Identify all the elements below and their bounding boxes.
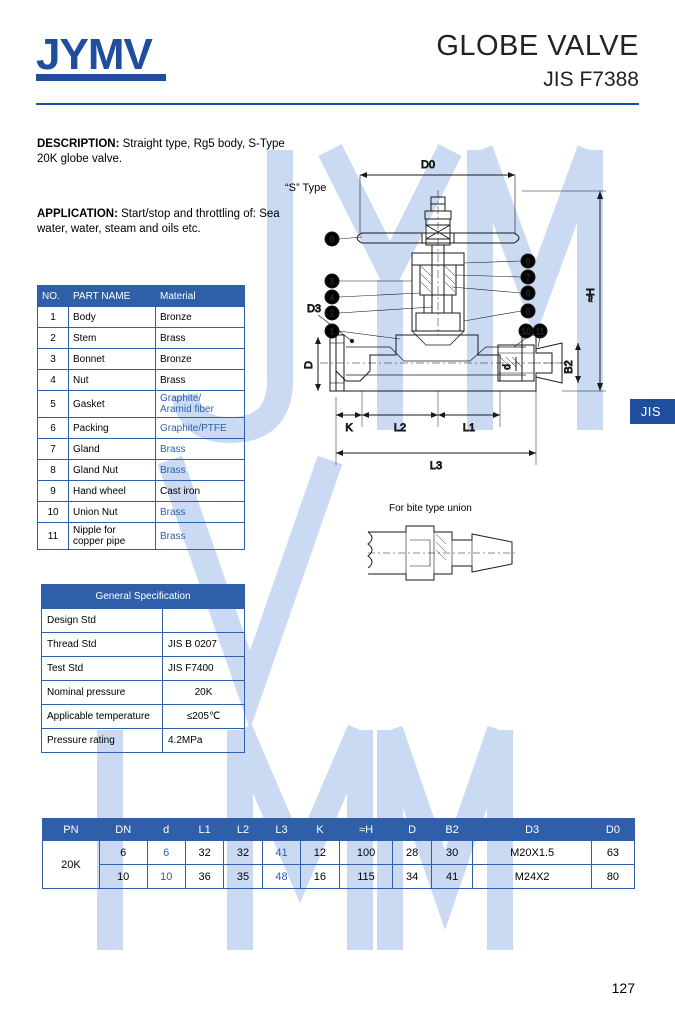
description-block (37, 137, 297, 167)
table-row (38, 481, 245, 502)
dimension-cell-dn: 6 (99, 841, 147, 865)
dimension-cell-d0: 63 (591, 841, 634, 865)
parts-table-body (38, 307, 245, 550)
logo-text: JYMV (36, 30, 152, 79)
table-row (42, 729, 245, 753)
svg-text:1: 1 (329, 326, 335, 337)
spec-key: Applicable temperature (42, 705, 163, 729)
application-block (37, 207, 307, 237)
general-spec-body (42, 609, 245, 753)
dimension-cell-b2: 41 (431, 865, 473, 889)
spec-value: JIS B 0207 (163, 633, 245, 657)
part-name: Gland (69, 439, 156, 460)
parts-table (37, 285, 245, 550)
svg-text:3: 3 (329, 276, 335, 287)
description-label: DESCRIPTION: (37, 138, 120, 150)
part-name: Bonnet (69, 349, 156, 370)
company-logo (36, 30, 166, 81)
spec-value (163, 609, 245, 633)
spec-key: Design Std (42, 609, 163, 633)
bite-union-drawing (360, 518, 520, 588)
dimension-cell-l2: 35 (224, 865, 262, 889)
dimension-table-body (43, 841, 635, 889)
part-name: Nut (69, 370, 156, 391)
table-row (38, 328, 245, 349)
dimension-cell-l1: 36 (185, 865, 223, 889)
part-no: 6 (38, 418, 69, 439)
spec-key: Thread Std (42, 633, 163, 657)
part-no: 10 (38, 502, 69, 523)
dimension-header-dn: DN (99, 819, 147, 841)
description-text: Straight type, Rg5 body, S-Type 20K globe valve. (37, 138, 285, 165)
svg-text:L2: L2 (393, 422, 407, 434)
spec-value: ≤205℃ (163, 705, 245, 729)
table-row (38, 460, 245, 481)
table-row (42, 657, 245, 681)
svg-text:9: 9 (329, 234, 335, 245)
table-row (38, 439, 245, 460)
part-name: Union Nut (69, 502, 156, 523)
part-name: Gasket (69, 391, 156, 418)
part-material: Bronze (156, 349, 245, 370)
part-no: 8 (38, 460, 69, 481)
dimension-header-b2: B2 (431, 819, 473, 841)
svg-text:11: 11 (535, 326, 545, 337)
dimension-header-d3: D3 (473, 819, 592, 841)
svg-text:K: K (345, 422, 353, 434)
dimension-cell-h: 115 (339, 865, 393, 889)
part-name: Nipple for copper pipe (69, 523, 156, 550)
dimension-header-d: D (393, 819, 431, 841)
table-row (38, 307, 245, 328)
spec-key: Test Std (42, 657, 163, 681)
general-spec-table (41, 584, 245, 753)
dimension-cell-k: 12 (301, 841, 339, 865)
dimension-header-pn: PN (43, 819, 100, 841)
spec-value: JIS F7400 (163, 657, 245, 681)
dimension-cell-l3: 48 (262, 865, 300, 889)
dimension-cell-b2: 30 (431, 841, 473, 865)
svg-text:7: 7 (525, 272, 531, 283)
table-row (43, 841, 635, 865)
svg-text:5: 5 (525, 306, 531, 317)
bite-union-label: For bite type union (389, 503, 472, 514)
svg-text:D0: D0 (420, 159, 436, 171)
dimension-header-h: ≈H (339, 819, 393, 841)
part-name: Stem (69, 328, 156, 349)
part-no: 7 (38, 439, 69, 460)
svg-text:L3: L3 (429, 460, 443, 472)
dimension-cell-d0: 80 (591, 865, 634, 889)
part-no: 3 (38, 349, 69, 370)
svg-text:8: 8 (525, 256, 531, 267)
part-material: Brass (156, 523, 245, 550)
table-row (38, 349, 245, 370)
dimension-cell-dn: 10 (99, 865, 147, 889)
part-material: Graphite/PTFE (156, 418, 245, 439)
svg-text:10: 10 (520, 326, 532, 337)
application-text: Start/stop and throttling of: Sea water, water, steam and oils etc. (37, 208, 280, 235)
part-name: Packing (69, 418, 156, 439)
part-material: Graphite/ Aramid fiber (156, 391, 245, 418)
table-row (38, 523, 245, 550)
spec-value: 20K (163, 681, 245, 705)
s-type-label: “S” Type (285, 182, 327, 194)
dimension-cell-d: 10 (147, 865, 185, 889)
dimension-header-d0: D0 (591, 819, 634, 841)
dimension-header-d: d (147, 819, 185, 841)
part-no: 5 (38, 391, 69, 418)
dimension-cell-d3: M24X2 (473, 865, 592, 889)
part-material: Bronze (156, 307, 245, 328)
part-no: 11 (38, 523, 69, 550)
dimension-cell-l1: 32 (185, 841, 223, 865)
dimension-header-l1: L1 (185, 819, 223, 841)
table-row (38, 391, 245, 418)
dimension-cell-l2: 32 (224, 841, 262, 865)
part-material: Cast iron (156, 481, 245, 502)
svg-text:4: 4 (329, 292, 335, 303)
svg-text:6: 6 (525, 288, 531, 299)
parts-header-no: NO. (38, 286, 69, 307)
table-row (42, 681, 245, 705)
parts-header-name: PART NAME (69, 286, 156, 307)
valve-drawing (300, 135, 660, 505)
dimension-cell-h: 100 (339, 841, 393, 865)
page-title: GLOBE VALVE (436, 30, 639, 62)
svg-text:D: D (303, 361, 315, 369)
general-spec-header-row (42, 585, 245, 609)
part-name: Body (69, 307, 156, 328)
parts-table-header-row (38, 286, 245, 307)
dimension-table-header-row (43, 819, 635, 841)
part-no: 4 (38, 370, 69, 391)
svg-text:≈H: ≈H (585, 288, 597, 302)
part-material: Brass (156, 460, 245, 481)
parts-header-material: Material (156, 286, 245, 307)
part-name: Hand wheel (69, 481, 156, 502)
dimension-header-l2: L2 (224, 819, 262, 841)
dimension-cell-d3: M20X1.5 (473, 841, 592, 865)
dimension-cell-dd: 34 (393, 865, 431, 889)
svg-text:B2: B2 (563, 360, 575, 374)
spec-key: Pressure rating (42, 729, 163, 753)
part-name: Gland Nut (69, 460, 156, 481)
dimension-cell-k: 16 (301, 865, 339, 889)
dimension-cell-dd: 28 (393, 841, 431, 865)
page-subtitle: JIS F7388 (543, 68, 639, 91)
part-no: 1 (38, 307, 69, 328)
table-row (43, 865, 635, 889)
part-material: Brass (156, 502, 245, 523)
svg-text:L1: L1 (462, 422, 476, 434)
table-row (42, 633, 245, 657)
dimension-header-l3: L3 (262, 819, 300, 841)
svg-text:2: 2 (329, 308, 335, 319)
page-number: 127 (611, 980, 635, 996)
table-row (42, 609, 245, 633)
table-row (38, 370, 245, 391)
part-no: 2 (38, 328, 69, 349)
spec-value: 4.2MPa (163, 729, 245, 753)
dimension-table (42, 818, 635, 889)
part-material: Brass (156, 370, 245, 391)
side-tab-jis[interactable]: JIS (630, 399, 675, 424)
part-material: Brass (156, 439, 245, 460)
dimension-cell-d: 6 (147, 841, 185, 865)
svg-text:d: d (502, 364, 513, 370)
table-row (42, 705, 245, 729)
dimension-cell-pn: 20K (43, 841, 100, 889)
svg-text:D3: D3 (306, 303, 322, 315)
table-row (38, 502, 245, 523)
application-label: APPLICATION: (37, 208, 118, 220)
general-spec-title: General Specification (42, 585, 245, 609)
spec-key: Nominal pressure (42, 681, 163, 705)
part-material: Brass (156, 328, 245, 349)
part-no: 9 (38, 481, 69, 502)
dimension-cell-l3: 41 (262, 841, 300, 865)
table-row (38, 418, 245, 439)
dimension-header-k: K (301, 819, 339, 841)
header-divider (36, 103, 639, 105)
